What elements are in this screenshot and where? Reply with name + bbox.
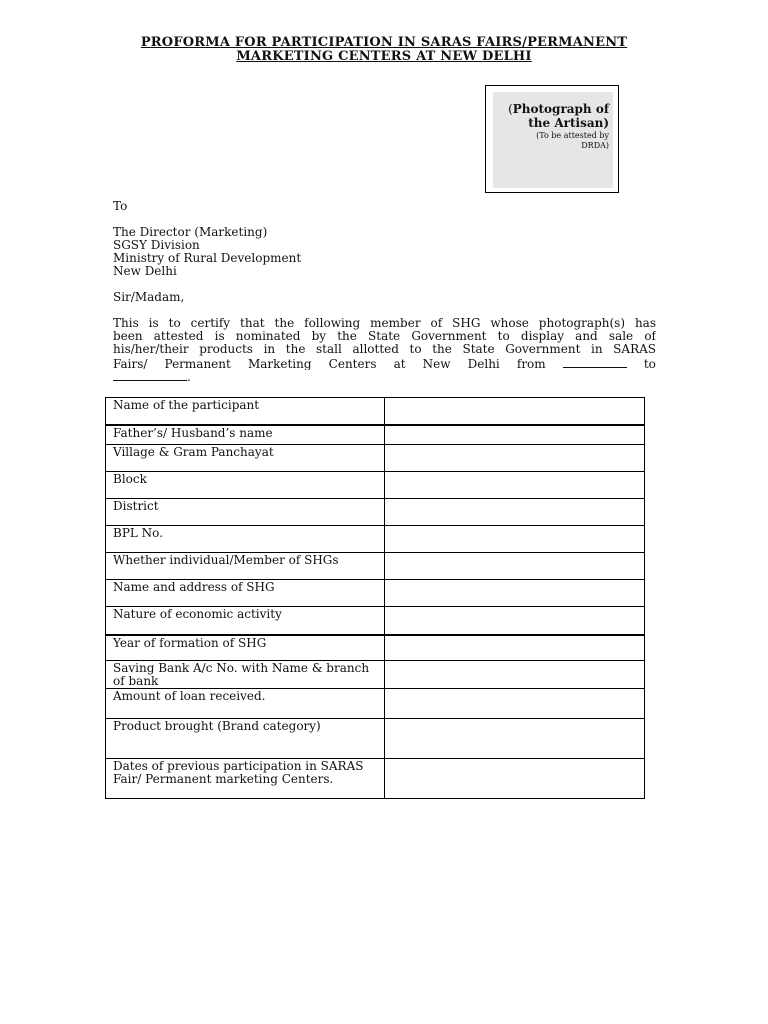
field-label: Dates of previous participation in SARAS Fair/ Permanent marketing Centers. — [106, 759, 385, 799]
field-label: Village & Gram Panchayat — [106, 445, 385, 472]
certification-word: to — [643, 356, 656, 370]
field-label: Saving Bank A/c No. with Name & branch of bank — [106, 661, 385, 689]
certification-line-1: This is to certify that the following member of SHG whose photograph(s) has — [113, 317, 656, 330]
addressee-line-2: SGSY Division — [113, 238, 200, 252]
certification-end: . — [187, 369, 191, 383]
field-value-cell[interactable] — [385, 472, 645, 499]
photograph-caption-line-2: the Artisan) — [528, 116, 609, 130]
certification-word: Centers — [328, 356, 377, 370]
field-label: BPL No. — [106, 526, 385, 553]
participant-details-table — [105, 397, 645, 799]
addressee-line-1: The Director (Marketing) — [113, 225, 268, 239]
table-row — [106, 499, 645, 526]
table-row — [106, 526, 645, 553]
field-label: Year of formation of SHG — [106, 635, 385, 661]
photograph-attestation-note — [497, 131, 609, 151]
certification-word: from — [516, 356, 546, 370]
salutation: Sir/Madam, — [113, 290, 185, 304]
certification-line-2: been attested is nominated by the State Government to display and sale of — [113, 330, 656, 344]
table-row — [106, 759, 645, 799]
addressee-to: To — [113, 199, 128, 213]
form-title — [0, 36, 768, 64]
field-label: Name of the participant — [106, 398, 385, 425]
to-date-blank[interactable] — [113, 370, 187, 381]
field-label: Block — [106, 472, 385, 499]
field-value-cell[interactable] — [385, 635, 645, 661]
certification-word: Permanent — [164, 356, 231, 370]
field-label: Name and address of SHG — [106, 580, 385, 607]
field-label: Father’s/ Husband’s name — [106, 425, 385, 445]
field-value-cell[interactable] — [385, 689, 645, 719]
field-value-cell[interactable] — [385, 445, 645, 472]
field-value-cell[interactable] — [385, 580, 645, 607]
field-value-cell[interactable] — [385, 553, 645, 580]
field-value-cell[interactable] — [385, 719, 645, 759]
photograph-placeholder — [493, 92, 613, 188]
photograph-note-line-1: (To be attested by — [536, 131, 609, 140]
certification-line-5 — [113, 370, 656, 383]
photograph-caption-line-1: Photograph of — [512, 102, 609, 116]
field-label: Product brought (Brand category) — [106, 719, 385, 759]
table-row — [106, 425, 645, 445]
certification-paragraph — [113, 317, 656, 383]
field-label: District — [106, 499, 385, 526]
photograph-note-line-2: DRDA) — [581, 141, 609, 150]
form-title-line-2: MARKETING CENTERS AT NEW DELHI — [236, 49, 532, 64]
field-label: Nature of economic activity — [106, 607, 385, 635]
photograph-caption — [497, 102, 609, 130]
certification-word: New — [422, 356, 451, 370]
certification-word: Delhi — [467, 356, 500, 370]
field-value-cell[interactable] — [385, 425, 645, 445]
certification-word: at — [393, 356, 406, 370]
form-title-line-1: PROFORMA FOR PARTICIPATION IN SARAS FAIRS/PERMANENT — [140, 35, 628, 50]
table-row — [106, 607, 645, 635]
table-row — [106, 689, 645, 719]
certification-line-4 — [113, 357, 656, 370]
certification-line-3: his/her/their products in the stall allotted to the State Government in SARAS — [113, 343, 656, 357]
table-row — [106, 719, 645, 759]
field-value-cell[interactable] — [385, 759, 645, 799]
table-row — [106, 580, 645, 607]
field-label: Whether individual/Member of SHGs — [106, 553, 385, 580]
from-date-blank[interactable] — [563, 357, 627, 368]
table-row — [106, 398, 645, 425]
photograph-caption-paren: ( — [508, 102, 513, 116]
certification-word: Fairs/ — [113, 356, 148, 370]
addressee-line-3: Ministry of Rural Development — [113, 251, 302, 265]
field-value-cell[interactable] — [385, 499, 645, 526]
table-row — [106, 445, 645, 472]
table-row — [106, 635, 645, 661]
field-value-cell[interactable] — [385, 607, 645, 635]
field-value-cell[interactable] — [385, 526, 645, 553]
table-row — [106, 472, 645, 499]
table-row — [106, 553, 645, 580]
certification-word: Marketing — [247, 356, 312, 370]
photograph-box — [485, 85, 619, 193]
addressee-line-4: New Delhi — [113, 264, 177, 278]
field-value-cell[interactable] — [385, 398, 645, 425]
table-row — [106, 661, 645, 689]
field-value-cell[interactable] — [385, 661, 645, 689]
field-label: Amount of loan received. — [106, 689, 385, 719]
